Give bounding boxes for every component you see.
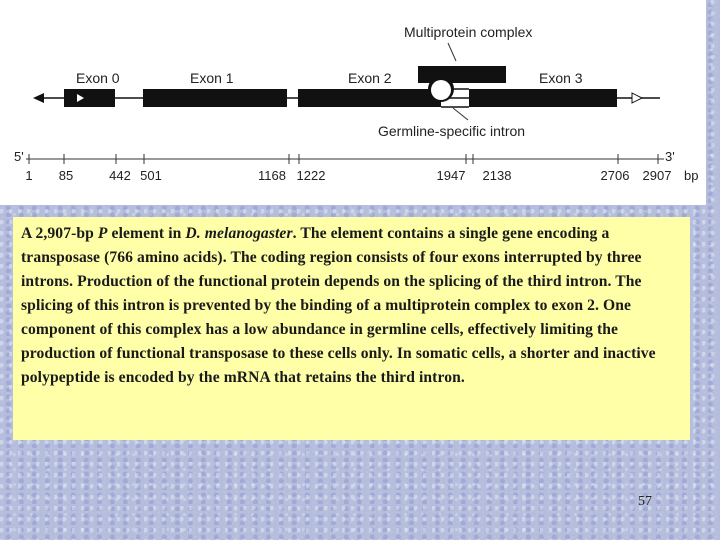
tick-label: 442 [109,168,131,183]
tick-label: 1168 [258,168,286,183]
caption-text-2: element in [107,225,186,242]
germline-intron-label: Germline-specific intron [378,123,526,139]
exon-2-label: Exon 2 [348,70,392,86]
bp-unit-label: bp [684,168,699,183]
right-arrow-icon [632,93,642,103]
page-number: 57 [638,494,652,509]
caption-italic-p: P [97,225,108,242]
diagram-panel [0,0,706,205]
tick-label: 1 [25,168,33,183]
exon-2-box [298,89,441,107]
exon-1-label: Exon 1 [190,70,234,86]
exon-1-box [143,89,287,107]
tick-label: 1947 [436,168,466,183]
caption-text-3: . The element contains a single gene encoding a transposase (766 amino acids). The coding region consists of four exons interrupted by three introns. Production of the functional protein depends on the splicing of the third intron. The splicing of this intron is prevented by the binding of a multiprotein complex to exon 2. One component of this complex has a low abundance in germline cells, effectively limiting the production of functional transposase to these cells only. In somatic cells, a shorter and inactive polypeptide is encoded by the mRNA that retains the third intron. [21,225,656,386]
intron-pointer-line [453,108,468,120]
exon-0-label: Exon 0 [76,70,120,86]
exon-3-box [469,89,617,107]
caption-box [13,217,690,440]
left-arrow-icon [33,93,44,103]
tick-label: 2907 [642,168,672,183]
caption-text-1: A 2,907-bp [21,225,98,242]
tick-label: 85 [58,168,74,183]
tick-label: 501 [140,168,162,183]
five-prime-label: 5' [14,149,24,164]
scale-tick-labels [25,168,671,183]
complex-circle-inner [431,80,451,100]
exon-3-label: Exon 3 [539,70,583,86]
three-prime-label: 3' [665,149,675,164]
p-element-diagram [0,0,706,205]
complex-pointer-line [448,43,456,61]
tick-label: 1222 [296,168,326,183]
exon-0-box [64,89,115,107]
multiprotein-complex-block [418,66,506,83]
multiprotein-complex-label: Multiprotein complex [404,24,533,40]
tick-label: 2706 [600,168,630,183]
caption-italic-species: D. melanogaster [185,225,293,242]
tick-label: 2138 [482,168,512,183]
